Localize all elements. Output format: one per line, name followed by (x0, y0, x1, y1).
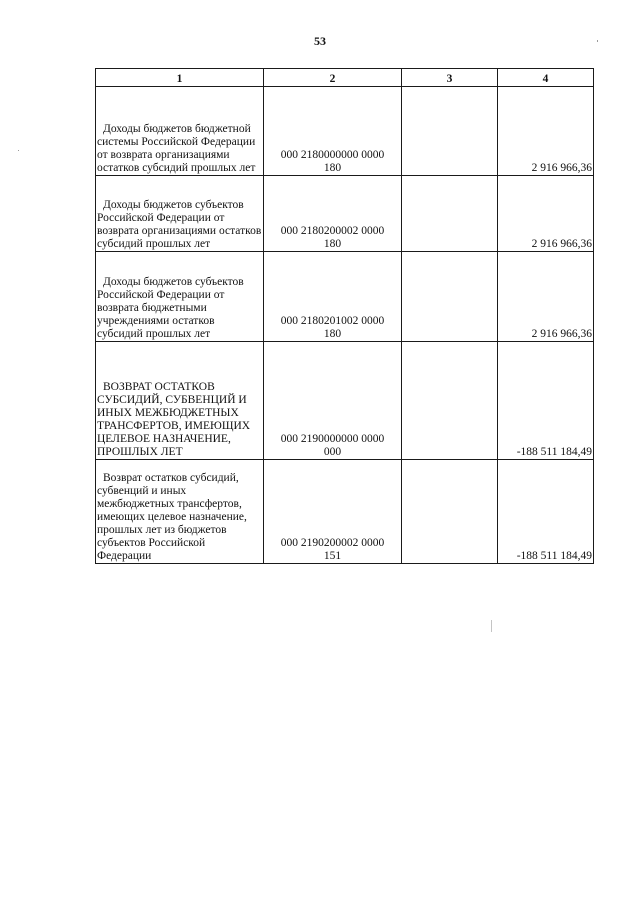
row-description: Доходы бюджетов бюджетной системы Российской Федерации от возврата организациями остатков субсидий прошлых лет (96, 87, 264, 176)
scan-speck (491, 620, 492, 632)
header-col-1: 1 (96, 69, 264, 87)
scan-speck (18, 150, 19, 151)
row-col3 (402, 342, 498, 460)
row-amount: 2 916 966,36 (498, 176, 594, 252)
row-col3 (402, 87, 498, 176)
row-code: 000 2190200002 0000 151 (264, 460, 402, 564)
page-number: 53 (314, 34, 326, 48)
header-col-4: 4 (498, 69, 594, 87)
row-col3 (402, 176, 498, 252)
scan-speck (597, 40, 598, 42)
table-row (96, 460, 594, 564)
row-amount: 2 916 966,36 (498, 252, 594, 342)
row-col3 (402, 460, 498, 564)
table-row (96, 252, 594, 342)
row-description: Доходы бюджетов субъектов Российской Федерации от возврата организациями остатков субсидий прошлых лет (96, 176, 264, 252)
row-amount: 2 916 966,36 (498, 87, 594, 176)
row-col3 (402, 252, 498, 342)
row-description: ВОЗВРАТ ОСТАТКОВ СУБСИДИЙ, СУБВЕНЦИЙ И ИНЫХ МЕЖБЮДЖЕТНЫХ ТРАНСФЕРТОВ, ИМЕЮЩИХ ЦЕЛЕВОЕ НАЗНАЧЕНИЕ, ПРОШЛЫХ ЛЕТ (96, 342, 264, 460)
row-code: 000 2180200002 0000 180 (264, 176, 402, 252)
header-row (96, 69, 594, 87)
header-col-2: 2 (264, 69, 402, 87)
header-col-3: 3 (402, 69, 498, 87)
row-description: Возврат остатков субсидий, субвенций и иных межбюджетных трансфертов, имеющих целевое назначение, прошлых лет из бюджетов субъектов Российской Федерации (96, 460, 264, 564)
row-amount: -188 511 184,49 (498, 342, 594, 460)
row-code: 000 2180000000 0000 180 (264, 87, 402, 176)
table-row (96, 342, 594, 460)
row-code: 000 2180201002 0000 180 (264, 252, 402, 342)
budget-table (95, 68, 594, 564)
table-row (96, 176, 594, 252)
row-code: 000 2190000000 0000 000 (264, 342, 402, 460)
row-description: Доходы бюджетов субъектов Российской Федерации от возврата бюджетными учреждениями остатков субсидий прошлых лет (96, 252, 264, 342)
table-row (96, 87, 594, 176)
row-amount: -188 511 184,49 (498, 460, 594, 564)
